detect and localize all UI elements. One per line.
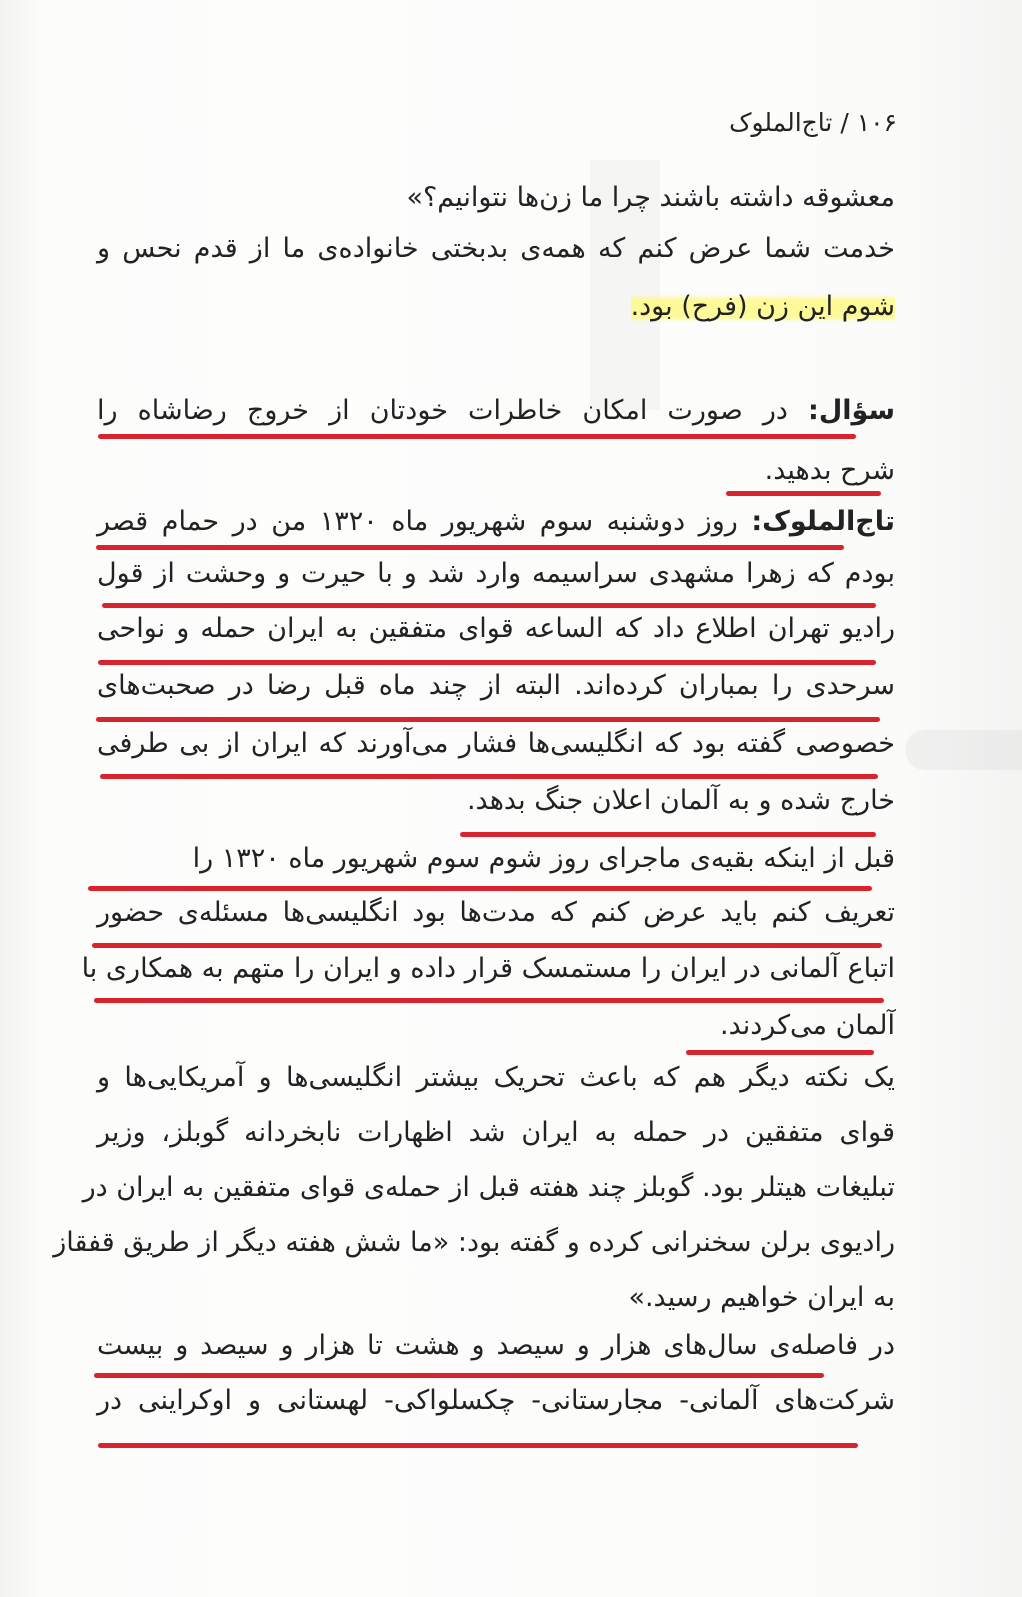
- red-underline: [100, 774, 878, 779]
- text-line: در فاصله‌ی سال‌های هزار و سیصد و هشت تا هزار و سیصد و بیست: [97, 1330, 895, 1361]
- red-underline: [726, 491, 881, 496]
- question-text: در صورت امکان خاطرات خودتان از خروج رضاشاه را: [97, 395, 788, 426]
- red-underline: [102, 603, 876, 608]
- book-title: تاج‌الملوک: [729, 108, 833, 137]
- text-line: رادیو تهران اطلاع داد که الساعه قوای متفقین به ایران حمله و نواحی: [97, 613, 895, 644]
- text-line: رادیوی برلن سخنرانی کرده و گفته بود: «ما شش هفته دیگر از طریق قفقاز: [53, 1227, 895, 1258]
- text-line: شرح بدهید.: [764, 455, 895, 486]
- text-line: شرکت‌های آلمانی- مجارستانی- چکسلواکی- لهستانی و اوکراینی در: [97, 1385, 895, 1416]
- text-line: یک نکته دیگر هم که باعث تحریک بیشتر انگلیسی‌ها و آمریکایی‌ها و: [97, 1062, 895, 1093]
- text-line: اتباع آلمانی در ایران را مستمسک قرار داده و ایران را متهم به همکاری با: [81, 953, 895, 984]
- text-line: قبل از اینکه بقیه‌ی ماجرای روز شوم سوم شهریور ماه ۱۳۲۰ را: [192, 843, 895, 874]
- text-line: آلمان می‌کردند.: [720, 1010, 895, 1041]
- text-line: قوای متفقین در حمله به ایران شد اظهارات نابخردانه گوبلز، وزیر: [97, 1117, 895, 1148]
- text-line: خدمت شما عرض کنم که همه‌ی بدبختی خانواده‌ی ما از قدم نحس و: [97, 233, 895, 264]
- question-line: [97, 395, 895, 426]
- red-underline: [94, 998, 884, 1003]
- text-line: سرحدی را بمباران کرده‌اند. البته از چند ماه قبل رضا در صحبت‌های: [97, 670, 895, 701]
- red-underline: [460, 832, 876, 837]
- highlighted-phrase: شوم این زن (فرح) بود.: [630, 291, 895, 322]
- question-label: سؤال:: [808, 395, 895, 426]
- red-underline: [96, 717, 880, 722]
- red-underline: [92, 943, 882, 948]
- red-underline: [94, 1373, 824, 1378]
- red-underline: [88, 886, 872, 891]
- running-header: [729, 108, 897, 137]
- text-line: خارج شده و به آلمان اعلان جنگ بدهد.: [466, 785, 895, 816]
- answer-text: روز دوشنبه سوم شهریور ماه ۱۳۲۰ من در حمام قصر: [97, 506, 738, 537]
- red-underline: [98, 434, 856, 439]
- bleed-through-tab: [905, 730, 1022, 770]
- text-line: خصوصی گفته بود که انگلیسی‌ها فشار می‌آورند که ایران از بی طرفی: [97, 728, 895, 759]
- red-underline: [98, 1443, 858, 1448]
- red-underline: [98, 660, 876, 665]
- text-line-highlighted: [631, 291, 895, 322]
- header-separator: /: [840, 108, 849, 137]
- text-line: تعریف کنم باید عرض کنم که مدت‌ها بود انگلیسی‌ها مسئله‌ی حضور: [97, 897, 895, 928]
- text-line: به ایران خواهیم رسید.»: [628, 1282, 895, 1313]
- text-line: معشوقه داشته باشند چرا ما زن‌ها نتوانیم؟»: [406, 182, 895, 213]
- answer-line: [97, 506, 895, 537]
- text-line: بودم که زهرا مشهدی سراسیمه وارد شد و با حیرت و وحشت از قول: [97, 558, 895, 589]
- red-underline: [686, 1050, 874, 1055]
- page-number: ۱۰۶: [856, 108, 897, 137]
- red-underline: [96, 545, 844, 550]
- text-line: تبلیغات هیتلر بود. گوبلز چند هفته قبل از حمله‌ی قوای متفقین به ایران در: [82, 1172, 895, 1203]
- answer-label: تاج‌الملوک:: [751, 506, 895, 537]
